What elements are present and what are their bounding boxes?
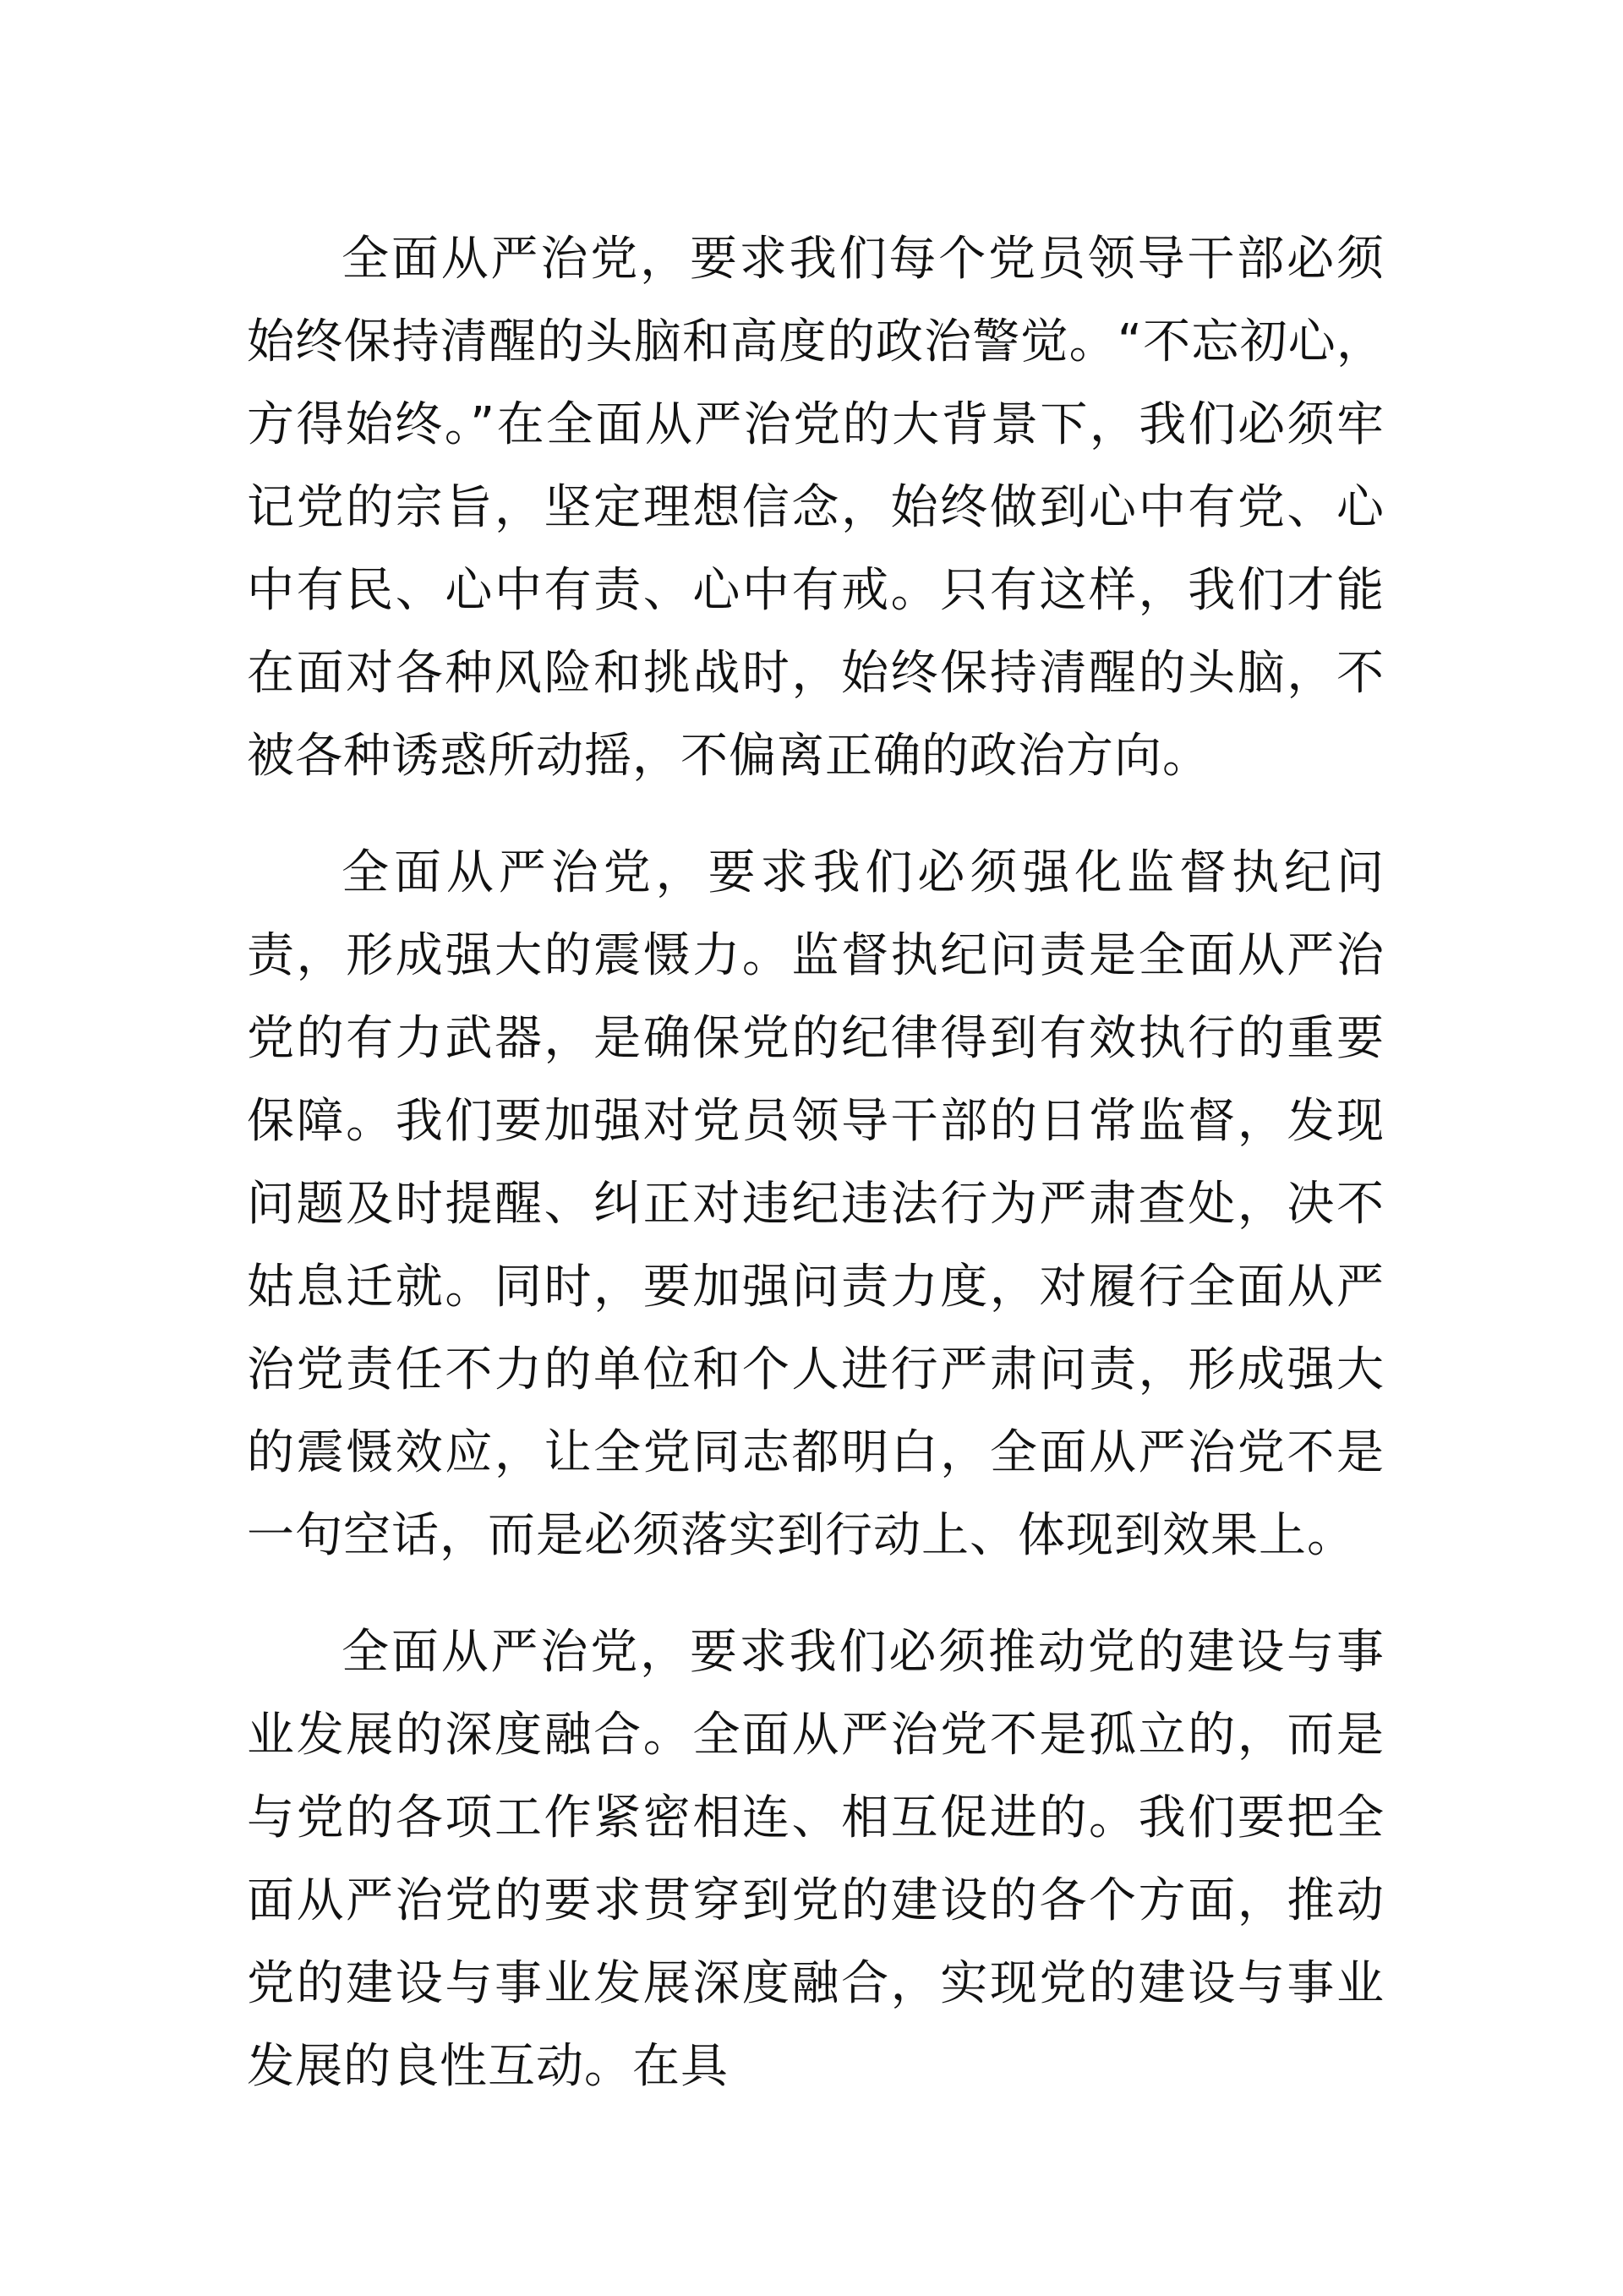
paragraph-2: 全面从严治党，要求我们必须强化监督执纪问责，形成强大的震慑力。监督执纪问责是全面从严治党的有力武器，是确保党的纪律得到有效执行的重要保障。我们要加强对党员领导干部的日常监督，发现问题及时提醒、纠正对违纪违法行为严肃查处，决不姑息迁就。同时，要加强问责力度，对履行全面从严治党责任不力的单位和个人进行严肃问责，形成强大的震慑效应，让全党同志都明白，全面从严治党不是一句空话，而是必须落实到行动上、体现到效果上。	[247, 845, 1385, 1563]
paragraph-3: 全面从严治党，要求我们必须推动党的建设与事业发展的深度融合。全面从严治党不是孤立的，而是与党的各项工作紧密相连、相互促进的。我们要把全面从严治党的要求贯穿到党的建设的各个方面，推动党的建设与事业发展深度融合，实现党的建设与事业发展的良性互动。在具	[247, 1625, 1385, 2094]
paragraph-1: 全面从严治党，要求我们每个党员领导干部必须始终保持清醒的头脑和高度的政治警觉。“不忘初心，方得始终。”在全面从严治党的大背景下，我们必须牢记党的宗旨，坚定理想信念，始终做到心中有党、心中有民、心中有责、心中有戒。只有这样，我们才能在面对各种风险和挑战时，始终保持清醒的头脑，不被各种诱惑所动摇，不偏离正确的政治方向。	[247, 232, 1385, 784]
document-body	[247, 218, 1385, 2108]
